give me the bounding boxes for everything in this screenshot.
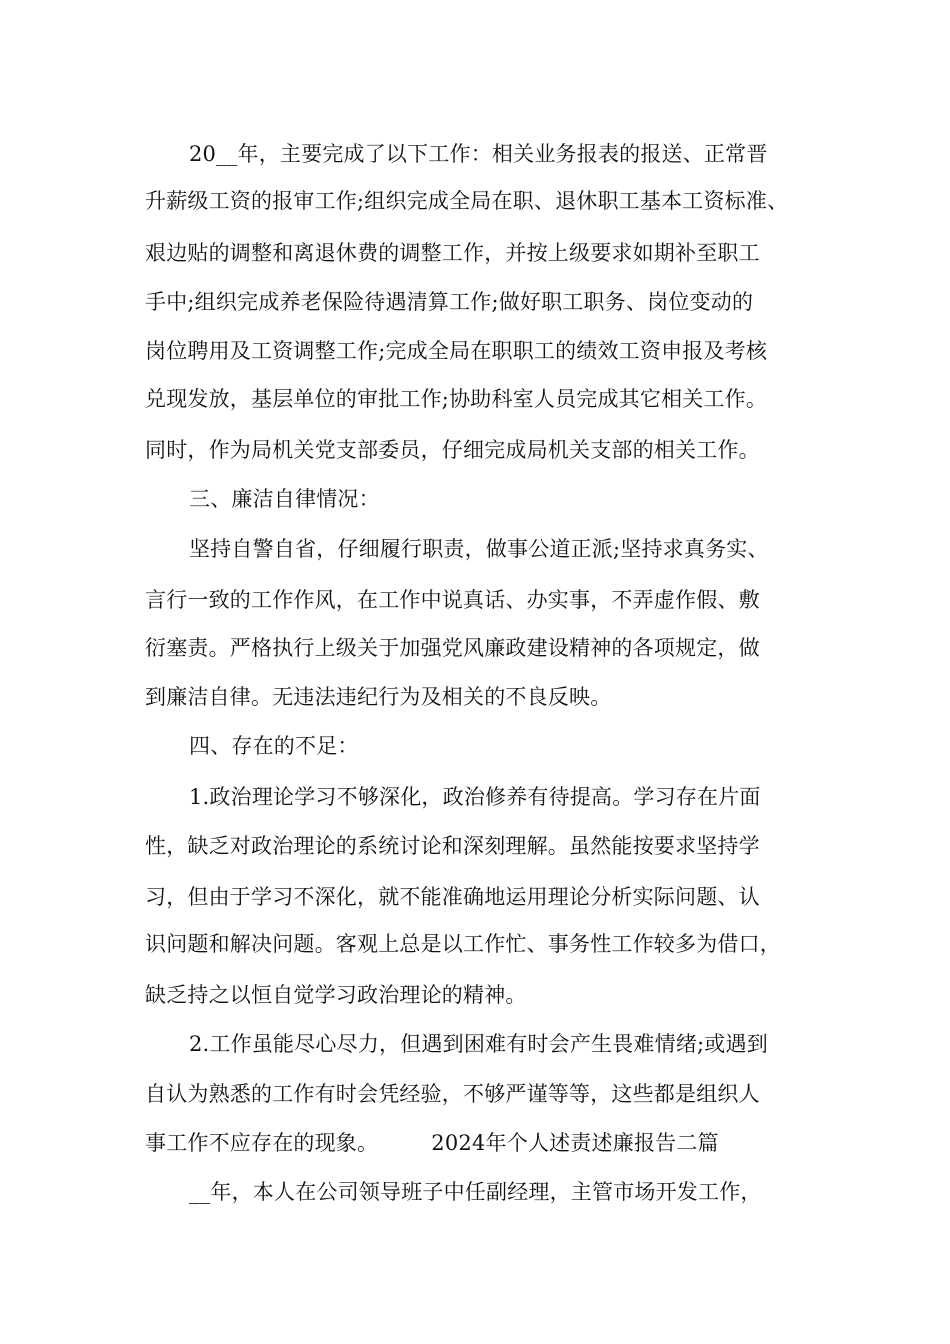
section-heading: 四、存在的不足：: [189, 734, 359, 758]
text-line: 兑现发放，基层单位的审批工作;协助科室人员完成其它相关工作。: [145, 387, 768, 411]
text-line: 性，缺乏对政治理论的系统讨论和深刻理解。虽然能按要求坚持学: [145, 834, 760, 858]
text-line: 手中;组织完成养老保险待遇清算工作;做好职工职务、岗位变动的: [145, 290, 754, 314]
text-line: 识问题和解决问题。客观上总是以工作忙、事务性工作较多为借口，: [145, 932, 781, 956]
text-line: 升薪级工资的报审工作;组织完成全局在职、退休职工基本工资标准、: [145, 189, 789, 213]
text-line: 1.政治理论学习不够深化，政治修养有待提高。学习存在片面: [189, 785, 761, 809]
text-line: 到廉洁自律。无违法违纪行为及相关的不良反映。: [145, 685, 612, 709]
text-line: 20__年，主要完成了以下工作：相关业务报表的报送、正常晋: [189, 142, 768, 166]
text-line: 坚持自警自省，仔细履行职责，做事公道正派;坚持求真务实、: [189, 537, 769, 561]
text-line: 2.工作虽能尽心尽力，但遇到困难有时会产生畏难情绪;或遇到: [189, 1032, 768, 1056]
text-line: 缺乏持之以恒自觉学习政治理论的精神。: [145, 983, 527, 1007]
text-line: 岗位聘用及工资调整工作;完成全局在职职工的绩效工资申报及考核: [145, 339, 768, 363]
text-line: 艰边贴的调整和离退休费的调整工作，并按上级要求如期补至职工: [145, 241, 760, 265]
text-line: __年，本人在公司领导班子中任副经理，主管市场开发工作，: [189, 1180, 762, 1204]
section-heading: 三、廉洁自律情况：: [189, 487, 380, 511]
text-line: 衍塞责。严格执行上级关于加强党风廉政建设精神的各项规定，做: [145, 636, 760, 660]
text-line: 自认为熟悉的工作有时会凭经验，不够严谨等等，这些都是组织人: [145, 1082, 760, 1106]
text-line: 事工作不应存在的现象。 2024年个人述责述廉报告二篇: [145, 1131, 719, 1155]
text-line: 言行一致的工作作风，在工作中说真话、办实事，不弄虚作假、敷: [145, 588, 760, 612]
text-line: 习，但由于学习不深化，就不能准确地运用理论分析实际问题、认: [145, 885, 760, 909]
text-line: 同时，作为局机关党支部委员，仔细完成局机关支部的相关工作。: [145, 438, 760, 462]
